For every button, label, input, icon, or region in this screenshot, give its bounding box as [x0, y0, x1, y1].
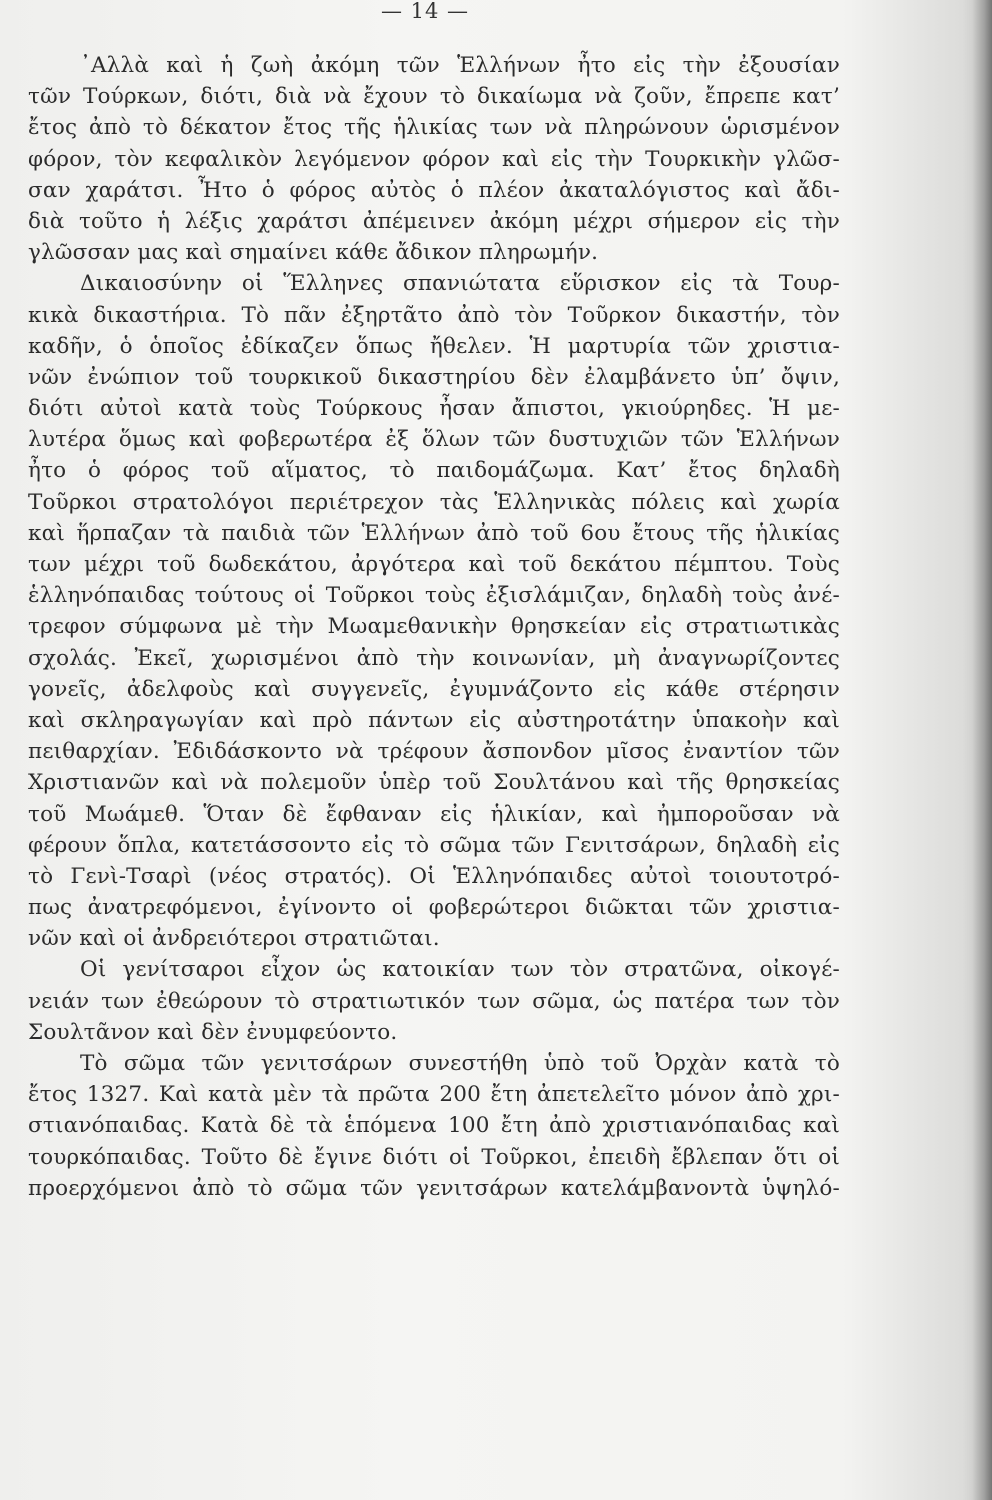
- text-line: σαν χαράτσι. Ἦτο ὁ φόρος αὐτὸς ὁ πλέον ἀκαταλόγιστος καὶ ἄδι-: [28, 177, 840, 203]
- text-line: καὶ σκληραγωγίαν καὶ πρὸ πάντων εἰς αὐστηροτάτην ὑπακοὴν καὶ: [28, 707, 840, 733]
- text-line: ἔτος 1327. Καὶ κατὰ μὲν τὰ πρῶτα 200 ἔτη ἀπετελεῖτο μόνον ἀπὸ χρι-: [28, 1082, 840, 1108]
- text-line: καδῆν, ὁ ὁποῖος ἐδίκαζεν ὅπως ἤθελεν. Ἡ μαρτυρία τῶν χριστια-: [28, 333, 840, 359]
- text-line: τρεφον σύμφωνα μὲ τὴν Μωαμεθανικὴν θρησκείαν εἰς στρατιωτικὰς: [28, 614, 840, 640]
- text-line: στιανόπαιδας. Κατὰ δὲ τὰ ἑπόμενα 100 ἔτη ἀπὸ χριστιανόπαιδας καὶ: [28, 1113, 840, 1139]
- text-line: νῶν ἐνώπιον τοῦ τουρκικοῦ δικαστηρίου δὲν ἐλαμβάνετο ὑπ’ ὄψιν,: [28, 364, 840, 390]
- text-line: Σουλτᾶνον καὶ δὲν ἐνυμφεύοντο.: [28, 1019, 398, 1045]
- text-line: φέρουν ὅπλα, κατετάσσοντο εἰς τὸ σῶμα τῶν Γενιτσάρων, δηλαδὴ εἰς: [28, 832, 840, 858]
- page-number: — 14 —: [380, 0, 470, 23]
- text-line: σχολάς. Ἐκεῖ, χωρισμένοι ἀπὸ τὴν κοινωνίαν, μὴ ἀναγνωρίζοντες: [28, 645, 840, 671]
- text-line: ᾿Αλλὰ καὶ ἡ ζωὴ ἀκόμη τῶν Ἑλλήνων ἦτο εἰς τὴν ἐξουσίαν: [80, 53, 840, 78]
- text-line: κικὰ δικαστήρια. Τὸ πᾶν ἐξηρτᾶτο ἀπὸ τὸν Τοῦρκον δικαστήν, τὸν: [28, 302, 840, 328]
- text-line: Δικαιοσύνην οἱ Ἕλληνες σπανιώτατα εὕρισκον εἰς τὰ Τουρ-: [80, 271, 840, 297]
- text-line: ἦτο ὁ φόρος τοῦ αἵματος, τὸ παιδομάζωμα. Κατ’ ἔτος δηλαδὴ: [28, 458, 840, 484]
- text-line: γονεῖς, ἀδελφοὺς καὶ συγγενεῖς, ἐγυμνάζοντο εἰς κάθε στέρησιν: [28, 676, 840, 702]
- text-line: πως ἀνατρεφόμενοι, ἐγίνοντο οἱ φοβερώτεροι διῶκται τῶν χριστια-: [28, 895, 840, 921]
- text-line: πειθαρχίαν. Ἐδιδάσκοντο νὰ τρέφουν ἄσπονδον μῖσος ἐναντίον τῶν: [28, 739, 840, 765]
- text-line: τῶν Τούρκων, διότι, διὰ νὰ ἔχουν τὸ δικαίωμα νὰ ζοῦν, ἔπρεπε κατ’: [28, 84, 840, 110]
- text-line: προερχόμενοι ἀπὸ τὸ σῶμα τῶν γενιτσάρων κατελάμβανοντὰ ὑψηλό-: [28, 1175, 840, 1201]
- text-line: τουρκόπαιδας. Τοῦτο δὲ ἔγινε διότι οἱ Τοῦρκοι, ἐπειδὴ ἔβλεπαν ὅτι οἱ: [28, 1144, 840, 1170]
- text-line: τὸ Γενὶ-Τσαρὶ (νέος στρατός). Οἱ Ἑλληνόπαιδες αὐτοὶ τοιουτοτρό-: [28, 863, 840, 889]
- text-line: Χριστιανῶν καὶ νὰ πολεμοῦν ὑπὲρ τοῦ Σουλτάνου καὶ τῆς θρησκείας: [28, 770, 840, 796]
- page-edge-shadow: [972, 0, 992, 1500]
- text-line: ἔτος ἀπὸ τὸ δέκατον ἔτος τῆς ἡλικίας των νὰ πληρώνουν ὡρισμένον: [28, 115, 840, 141]
- text-line: διὰ τοῦτο ἡ λέξις χαράτσι ἀπέμεινεν ἀκόμη μέχρι σήμερον εἰς τὴν: [28, 208, 840, 234]
- text-line: ἑλληνόπαιδας τούτους οἱ Τοῦρκοι τοὺς ἐξισλάμιζαν, δηλαδὴ τοὺς ἀνέ-: [28, 583, 840, 609]
- body-text: [28, 50, 840, 1204]
- text-line: γλῶσσαν μας καὶ σημαίνει κάθε ἄδικον πληρωμήν.: [28, 240, 599, 266]
- text-line: λυτέρα ὅμως καὶ φοβερωτέρα ἐξ ὅλων τῶν δυστυχιῶν τῶν Ἑλλήνων: [28, 427, 840, 453]
- text-line: Τὸ σῶμα τῶν γενιτσάρων συνεστήθη ὑπὸ τοῦ Ὀρχὰν κατὰ τὸ: [80, 1051, 840, 1076]
- text-line: καὶ ἥρπαζαν τὰ παιδιὰ τῶν Ἑλλήνων ἀπὸ τοῦ 6ου ἔτους τῆς ἡλικίας: [28, 520, 840, 546]
- text-line: Οἱ γενίτσαροι εἶχον ὡς κατοικίαν των τὸν στρατῶνα, οἰκογέ-: [80, 957, 840, 983]
- text-line: των μέχρι τοῦ δωδεκάτου, ἀργότερα καὶ τοῦ δεκάτου πέμπτου. Τοὺς: [28, 552, 840, 577]
- text-line: νειάν των ἐθεώρουν τὸ στρατιωτικόν των σῶμα, ὡς πατέρα των τὸν: [28, 988, 840, 1014]
- text-line: φόρον, τὸν κεφαλικὸν λεγόμενον φόρον καὶ εἰς τὴν Τουρκικὴν γλῶσ-: [28, 146, 840, 172]
- text-line: τοῦ Μωάμεθ. Ὅταν δὲ ἔφθαναν εἰς ἡλικίαν, καὶ ἠμποροῦσαν νὰ: [28, 801, 840, 827]
- text-line: Τοῦρκοι στρατολόγοι περιέτρεχον τὰς Ἑλληνικὰς πόλεις καὶ χωρία: [28, 489, 840, 515]
- text-line: διότι αὐτοὶ κατὰ τοὺς Τούρκους ἦσαν ἄπιστοι, γκιούρηδες. Ἡ με-: [28, 396, 840, 422]
- text-line: νῶν καὶ οἱ ἀνδρειότεροι στρατιῶται.: [28, 926, 440, 952]
